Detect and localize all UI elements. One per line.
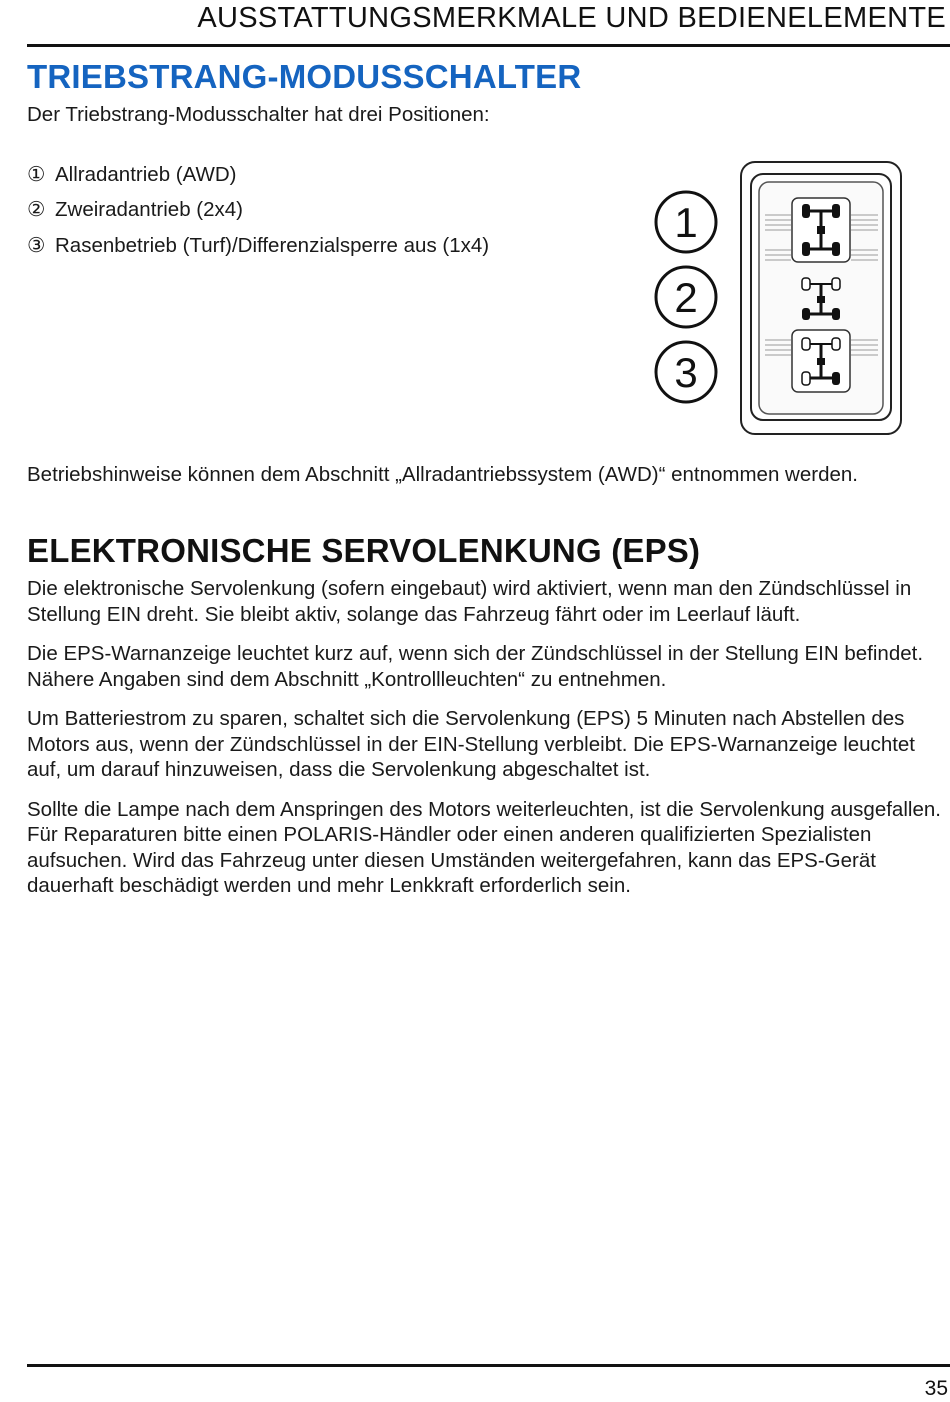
- eps-paragraph: Die elektronische Servolenkung (sofern eingebaut) wird aktiviert, wenn man den Zündschlüssel in Stellung EIN dreht. Sie bleibt aktiv, solange das Fahrzeug fährt oder im Leerlauf läuft.: [27, 577, 912, 626]
- page-number: 35: [924, 1377, 948, 1400]
- position-label: Zweiradantrieb (2x4): [55, 198, 243, 221]
- awd-symbol-icon: [792, 198, 850, 262]
- eps-paragraph: Die EPS-Warnanzeige leuchtet kurz auf, wenn sich der Zündschlüssel in der Stellung EIN befindet. Nähere Angaben sind dem Abschnitt „Kontrollleuchten“ zu entnehmen.: [27, 642, 924, 691]
- callout-1: [656, 192, 716, 252]
- header-rule: [27, 44, 950, 47]
- awd-reference-note: Betriebshinweise können dem Abschnitt „Allradantriebssystem (AWD)“ entnommen werden.: [27, 463, 858, 486]
- drive-mode-switch-figure: [652, 160, 904, 438]
- eps-paragraph: Sollte die Lampe nach dem Anspringen des Motors weiterleuchten, ist die Servolenkung ausgefallen. Für Reparaturen bitte einen POLARIS-Händler oder einen anderen qualifizierten Spezialisten aufsuchen. Wird das Fahrzeug unter diesen Umständen weitergefahren, kann das EPS-Gerät dauerhaft beschädigt werden und mehr Lenkkraft erforderlich sein.: [27, 797, 941, 897]
- footer-rule: [27, 1364, 950, 1367]
- callout-3-label: 3: [674, 349, 698, 396]
- position-number: ②: [27, 198, 46, 221]
- position-number: ①: [27, 162, 46, 186]
- callout-2: [656, 267, 716, 327]
- position-label: Rasenbetrieb (Turf)/Differenzialsperre aus (1x4): [55, 233, 490, 257]
- turf-mode-symbol-icon: [792, 330, 850, 392]
- section-heading-drive-mode: TRIEBSTRANG-MODUSSCHALTER: [27, 58, 582, 95]
- section-heading-eps: ELEKTRONISCHE SERVOLENKUNG (EPS): [27, 532, 701, 569]
- callout-3: [656, 342, 716, 402]
- position-label: Allradantrieb (AWD): [55, 162, 237, 186]
- section-intro: Der Triebstrang-Modusschalter hat drei Positionen:: [27, 103, 490, 126]
- eps-section: [27, 532, 942, 899]
- running-header: AUSSTATTUNGSMERKMALE UND BEDIENELEMENTE: [197, 2, 946, 34]
- eps-paragraph: Um Batteriestrom zu sparen, schaltet sich die Servolenkung (EPS) 5 Minuten nach Abstellen des Motors aus, wenn der Zündschlüssel in der EIN-Stellung verbleibt. Die EPS-Warnanzeige leuchtet auf, um darauf hinzuweisen, dass die Servolenkung abgeschaltet ist.: [27, 707, 916, 781]
- callout-2-label: 2: [674, 274, 698, 321]
- position-number: ③: [27, 233, 46, 257]
- callout-1-label: 1: [674, 199, 698, 246]
